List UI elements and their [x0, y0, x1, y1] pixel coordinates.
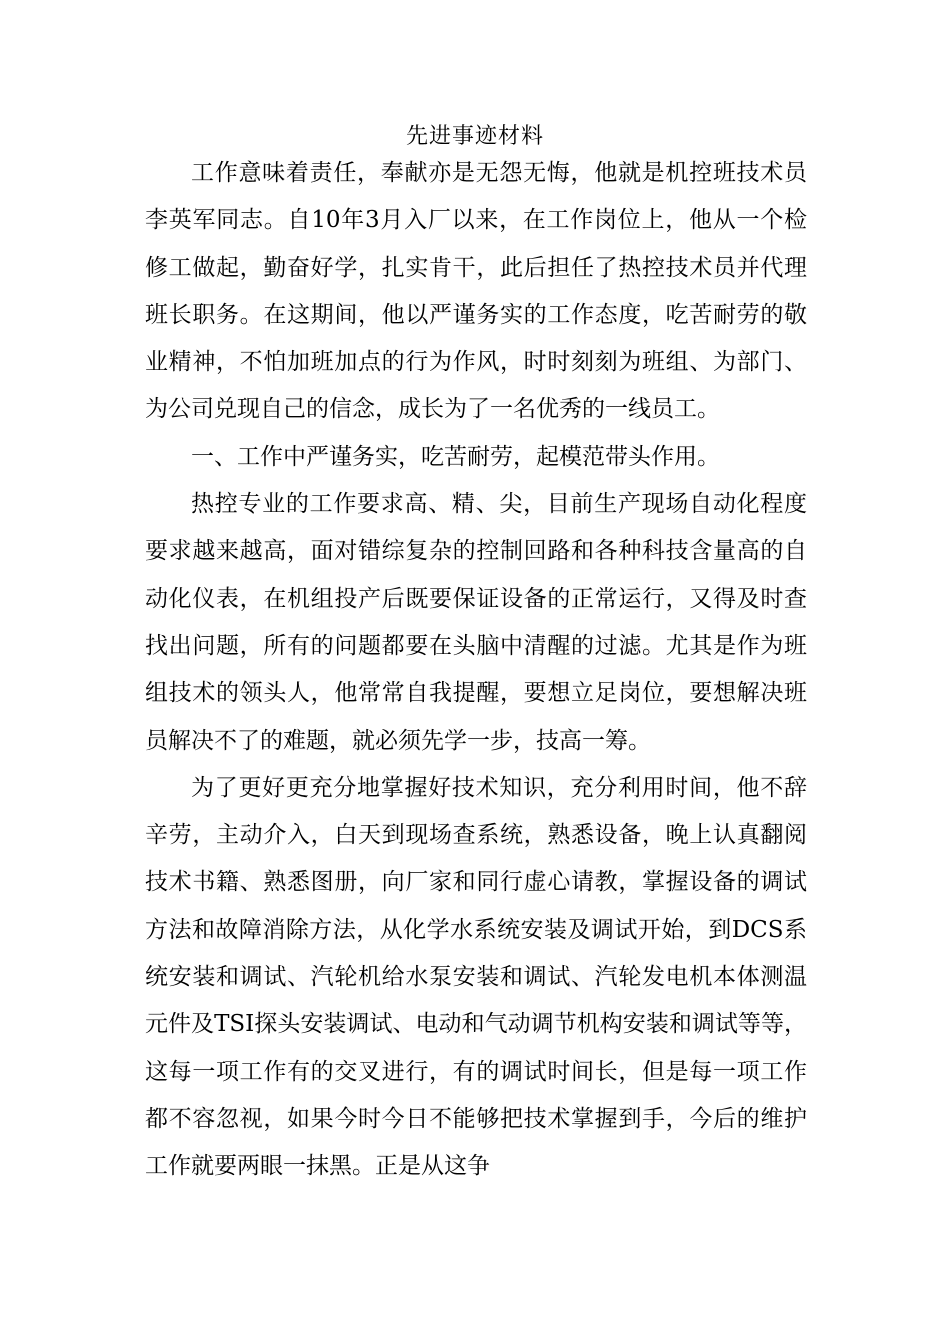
paragraph-3: 为了更好更充分地掌握好技术知识，充分利用时间，他不辞辛劳，主动介入，白天到现场查系统，熟悉设备，晚上认真翻阅技术书籍、熟悉图册，向厂家和同行虚心请教，掌握设备的调试方法和故障消除方法，从化学水系统安装及调试开始，到DCS系统安装和调试、汽轮机给水泵安装和调试、汽轮发电机本体测温元件及TSI探头安装调试、电动和气动调节机构安装和调试等等，这每一项工作有的交叉进行，有的调试时间长，但是每一项工作都不容忽视，如果今时今日不能够把技术掌握到手，今后的维护工作就要两眼一抹黑。正是从这争: [145, 774, 807, 1180]
document-title: 先进事迹材料: [405, 124, 544, 149]
document-body: [145, 150, 807, 1191]
paragraph-1: 工作意味着责任，奉献亦是无怨无悔，他就是机控班技术员李英军同志。自10年3月入厂以来，在工作岗位上，他从一个检修工做起，勤奋好学，扎实肯干，此后担任了热控技术员并代理班长职务。在这期间，他以严谨务实的工作态度，吃苦耐劳的敬业精神，不怕加班加点的行为作风，时时刻刻为班组、为部门、为公司兑现自己的信念，成长为了一名优秀的一线员工。: [145, 160, 807, 423]
section-heading-1: 一、工作中严谨务实，吃苦耐劳，起模范带头作用。: [191, 443, 720, 470]
paragraph-2: 热控专业的工作要求高、精、尖，目前生产现场自动化程度要求越来越高，面对错综复杂的控制回路和各种科技含量高的自动化仪表，在机组投产后既要保证设备的正常运行，又得及时查找出问题，所有的问题都要在头脑中清醒的过滤。尤其是作为班组技术的领头人，他常常自我提醒，要想立足岗位，要想解决班员解决不了的难题，就必须先学一步，技高一筹。: [145, 491, 807, 754]
